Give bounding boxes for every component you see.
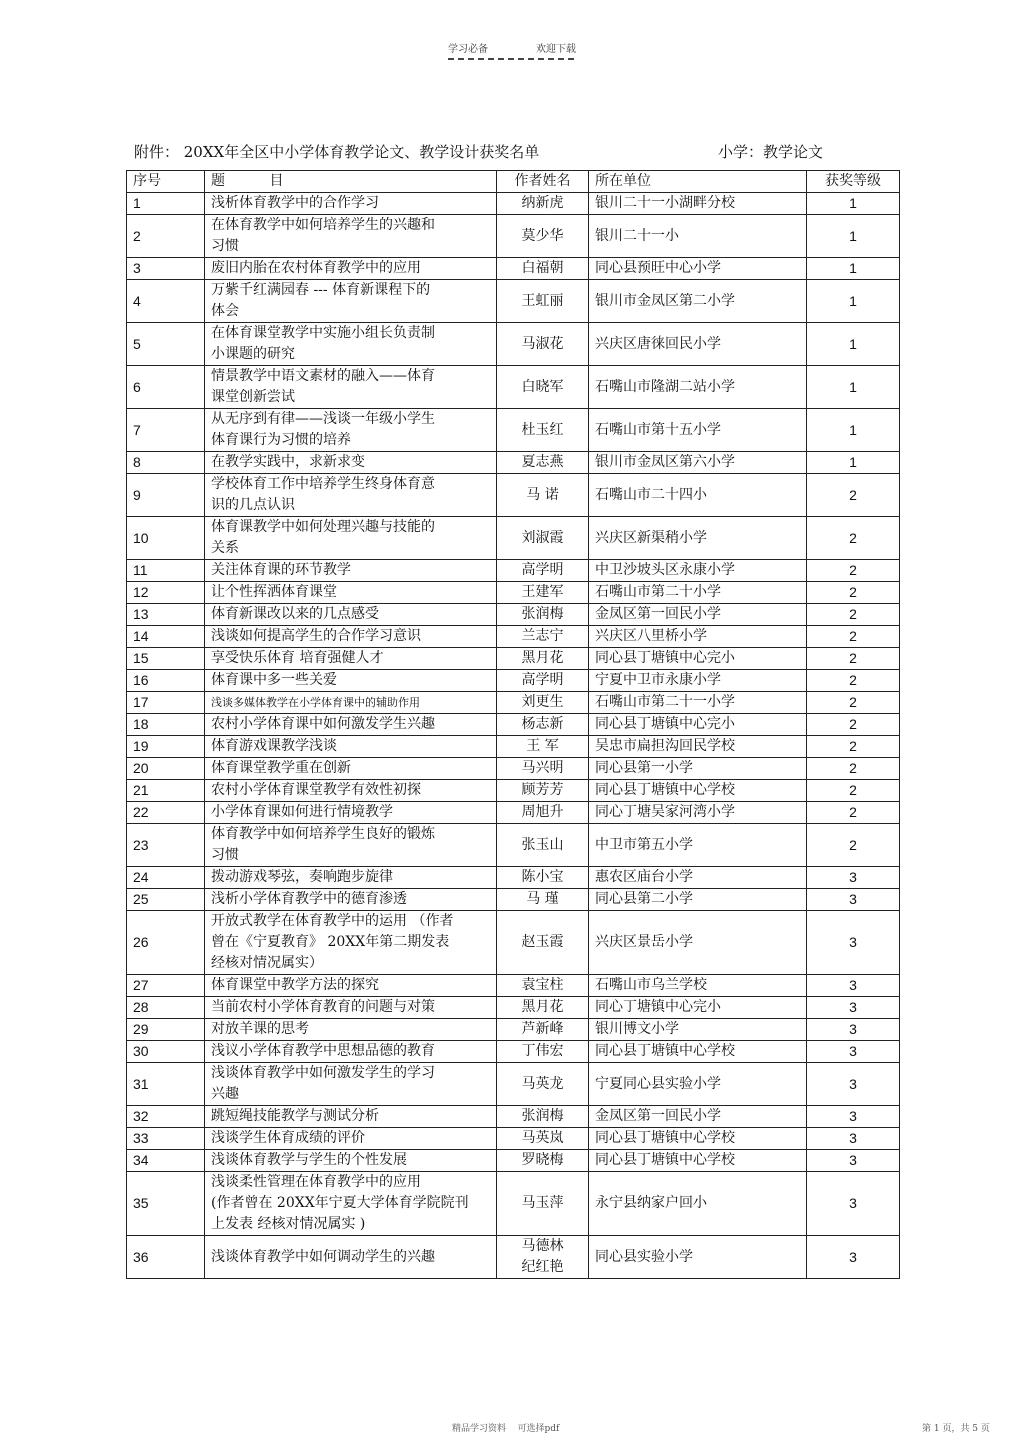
col-header-author: 作者姓名: [497, 171, 589, 193]
row-unit: 同心县丁塘镇中心学校: [589, 780, 807, 802]
row-topic: 开放式教学在体育教学中的运用 （作者 曾在《宁夏教育》 20XX年第二期发表 经核对情况属实）: [205, 911, 497, 975]
table-row: [127, 997, 900, 1019]
row-level: 3: [807, 889, 900, 911]
row-level: 2: [807, 758, 900, 780]
footer-text: 精品学习资料 可选择pdf: [452, 1424, 560, 1434]
row-unit: 中卫沙坡头区永康小学: [589, 560, 807, 582]
row-number: 8: [127, 452, 205, 474]
row-topic: 浅析体育教学中的合作学习: [205, 193, 497, 215]
row-author: 陈小宝: [497, 867, 589, 889]
table-row: [127, 604, 900, 626]
row-author: 莫少华: [497, 215, 589, 258]
row-level: 2: [807, 670, 900, 692]
row-unit: 宁夏同心县实验小学: [589, 1063, 807, 1106]
row-number: 22: [127, 802, 205, 824]
table-row: [127, 1128, 900, 1150]
row-level: 3: [807, 997, 900, 1019]
document-title: [134, 141, 834, 163]
row-unit: 银川市金凤区第六小学: [589, 452, 807, 474]
row-topic: 在教学实践中，求新求变: [205, 452, 497, 474]
header-divider: [448, 58, 574, 60]
table-row: [127, 258, 900, 280]
row-level: 2: [807, 824, 900, 867]
row-topic: 农村小学体育课中如何激发学生兴趣: [205, 714, 497, 736]
row-level: 3: [807, 1063, 900, 1106]
row-unit: 石嘴山市隆湖二站小学: [589, 366, 807, 409]
table-row: [127, 1236, 900, 1279]
row-level: 2: [807, 692, 900, 714]
row-unit: 兴庆区景岳小学: [589, 911, 807, 975]
row-topic: 享受快乐体育 培育强健人才: [205, 648, 497, 670]
row-unit: 银川二十一小: [589, 215, 807, 258]
row-author: 黑月花: [497, 648, 589, 670]
row-level: 2: [807, 517, 900, 560]
row-number: 25: [127, 889, 205, 911]
row-author: 张润梅: [497, 604, 589, 626]
row-level: 3: [807, 1150, 900, 1172]
row-level: 3: [807, 1236, 900, 1279]
table-row: [127, 780, 900, 802]
table-row: [127, 889, 900, 911]
row-topic: 从无序到有律——浅谈一年级小学生 体育课行为习惯的培养: [205, 409, 497, 452]
row-number: 5: [127, 323, 205, 366]
row-author: 王 军: [497, 736, 589, 758]
row-unit: 吴忠市扁担沟回民学校: [589, 736, 807, 758]
row-topic: 跳短绳技能教学与测试分析: [205, 1106, 497, 1128]
row-topic: 体育课中多一些关爱: [205, 670, 497, 692]
row-author: 兰志宁: [497, 626, 589, 648]
header-left-text: 学习必备: [448, 44, 488, 55]
row-level: 2: [807, 604, 900, 626]
row-topic: 浅谈学生体育成绩的评价: [205, 1128, 497, 1150]
row-level: 1: [807, 215, 900, 258]
table-header-row: [127, 171, 900, 193]
row-topic: 小学体育课如何进行情境教学: [205, 802, 497, 824]
row-topic: 体育教学中如何培养学生良好的锻炼 习惯: [205, 824, 497, 867]
row-number: 36: [127, 1236, 205, 1279]
table-row: [127, 802, 900, 824]
row-author: 顾芳芳: [497, 780, 589, 802]
row-number: 12: [127, 582, 205, 604]
table-row: [127, 670, 900, 692]
row-unit: 石嘴山市第十五小学: [589, 409, 807, 452]
table-row: [127, 323, 900, 366]
row-unit: 同心县丁塘镇中心学校: [589, 1128, 807, 1150]
row-number: 30: [127, 1041, 205, 1063]
row-topic: 浅谈如何提高学生的合作学习意识: [205, 626, 497, 648]
table-row: [127, 714, 900, 736]
row-unit: 中卫市第五小学: [589, 824, 807, 867]
row-topic: 学校体育工作中培养学生终身体育意 识的几点认识: [205, 474, 497, 517]
row-unit: 金凤区第一回民小学: [589, 1106, 807, 1128]
row-author: 赵玉霞: [497, 911, 589, 975]
row-number: 20: [127, 758, 205, 780]
row-author: 罗晓梅: [497, 1150, 589, 1172]
row-unit: 石嘴山市乌兰学校: [589, 975, 807, 997]
row-topic: 体育游戏课教学浅谈: [205, 736, 497, 758]
row-level: 2: [807, 474, 900, 517]
row-level: 2: [807, 736, 900, 758]
row-unit: 惠农区庙台小学: [589, 867, 807, 889]
row-topic: 对放羊课的思考: [205, 1019, 497, 1041]
row-topic: 浅谈体育教学中如何调动学生的兴趣: [205, 1236, 497, 1279]
row-number: 28: [127, 997, 205, 1019]
table-row: [127, 560, 900, 582]
row-author: 芦新峰: [497, 1019, 589, 1041]
row-author: 白福朝: [497, 258, 589, 280]
row-topic: 体育课堂中教学方法的探究: [205, 975, 497, 997]
row-author: 丁伟宏: [497, 1041, 589, 1063]
row-unit: 石嘴山市二十四小: [589, 474, 807, 517]
row-topic: 拨动游戏琴弦，奏响跑步旋律: [205, 867, 497, 889]
row-number: 10: [127, 517, 205, 560]
row-level: 3: [807, 1128, 900, 1150]
title-category: 小学：教学论文: [718, 143, 824, 161]
row-number: 9: [127, 474, 205, 517]
row-number: 23: [127, 824, 205, 867]
row-topic: 农村小学体育课堂教学有效性初探: [205, 780, 497, 802]
row-number: 16: [127, 670, 205, 692]
row-number: 26: [127, 911, 205, 975]
row-number: 2: [127, 215, 205, 258]
row-number: 31: [127, 1063, 205, 1106]
row-unit: 宁夏中卫市永康小学: [589, 670, 807, 692]
row-unit: 银川二十一小湖畔分校: [589, 193, 807, 215]
row-unit: 同心县丁塘镇中心完小: [589, 648, 807, 670]
table-row: [127, 474, 900, 517]
table-row: [127, 975, 900, 997]
page-header: [448, 40, 576, 55]
row-author: 马兴明: [497, 758, 589, 780]
row-topic: 浅议小学体育教学中思想品德的教育: [205, 1041, 497, 1063]
table-row: [127, 582, 900, 604]
row-level: 1: [807, 280, 900, 323]
table-row: [127, 280, 900, 323]
row-author: 高学明: [497, 560, 589, 582]
row-number: 24: [127, 867, 205, 889]
row-number: 27: [127, 975, 205, 997]
row-topic: 浅谈多媒体教学在小学体育课中的辅助作用: [205, 692, 497, 714]
table-row: [127, 648, 900, 670]
row-number: 14: [127, 626, 205, 648]
row-level: 1: [807, 366, 900, 409]
row-number: 29: [127, 1019, 205, 1041]
col-header-unit: 所在单位: [589, 171, 807, 193]
row-level: 3: [807, 911, 900, 975]
row-level: 2: [807, 714, 900, 736]
row-number: 21: [127, 780, 205, 802]
table-row: [127, 193, 900, 215]
row-topic: 体育课教学中如何处理兴趣与技能的 关系: [205, 517, 497, 560]
table-row: [127, 911, 900, 975]
row-topic: 体育课堂教学重在创新: [205, 758, 497, 780]
row-level: 2: [807, 648, 900, 670]
row-unit: 同心县丁塘镇中心学校: [589, 1041, 807, 1063]
row-level: 1: [807, 452, 900, 474]
row-unit: 银川博文小学: [589, 1019, 807, 1041]
row-author: 高学明: [497, 670, 589, 692]
row-unit: 同心县丁塘镇中心完小: [589, 714, 807, 736]
title-main: 附件： 20XX年全区中小学体育教学论文、教学设计获奖名单: [134, 143, 540, 161]
row-number: 18: [127, 714, 205, 736]
row-unit: 同心县第一小学: [589, 758, 807, 780]
row-author: 马英岚: [497, 1128, 589, 1150]
row-number: 3: [127, 258, 205, 280]
row-author: 黑月花: [497, 997, 589, 1019]
row-topic: 在体育教学中如何培养学生的兴趣和 习惯: [205, 215, 497, 258]
col-header-no: 序号: [127, 171, 205, 193]
row-number: 19: [127, 736, 205, 758]
row-author: 马 瑾: [497, 889, 589, 911]
row-author: 刘更生: [497, 692, 589, 714]
row-number: 4: [127, 280, 205, 323]
row-topic: 浅谈柔性管理在体育教学中的应用 (作者曾在 20XX年宁夏大学体育学院院刊 上发表 经核对情况属实 ): [205, 1172, 497, 1236]
row-unit: 同心县预旺中心小学: [589, 258, 807, 280]
table-row: [127, 824, 900, 867]
row-topic: 关注体育课的环节教学: [205, 560, 497, 582]
row-level: 2: [807, 560, 900, 582]
row-author: 杨志新: [497, 714, 589, 736]
row-level: 1: [807, 193, 900, 215]
row-level: 3: [807, 1172, 900, 1236]
table-row: [127, 1172, 900, 1236]
row-number: 1: [127, 193, 205, 215]
row-author: 杜玉红: [497, 409, 589, 452]
row-author: 马 诺: [497, 474, 589, 517]
table-row: [127, 692, 900, 714]
table-row: [127, 366, 900, 409]
row-topic: 当前农村小学体育教育的问题与对策: [205, 997, 497, 1019]
row-author: 马玉萍: [497, 1172, 589, 1236]
table-row: [127, 758, 900, 780]
row-level: 1: [807, 258, 900, 280]
row-unit: 石嘴山市第二十一小学: [589, 692, 807, 714]
row-level: 1: [807, 323, 900, 366]
row-number: 17: [127, 692, 205, 714]
row-level: 3: [807, 1041, 900, 1063]
row-author: 刘淑霞: [497, 517, 589, 560]
row-topic: 在体育课堂教学中实施小组长负责制 小课题的研究: [205, 323, 497, 366]
row-unit: 兴庆区唐徕回民小学: [589, 323, 807, 366]
row-level: 3: [807, 1106, 900, 1128]
col-header-level: 获奖等级: [807, 171, 900, 193]
table-row: [127, 1150, 900, 1172]
row-number: 15: [127, 648, 205, 670]
row-author: 张玉山: [497, 824, 589, 867]
row-level: 2: [807, 780, 900, 802]
row-number: 11: [127, 560, 205, 582]
table-row: [127, 1106, 900, 1128]
row-topic: 废旧内胎在农村体育教学中的应用: [205, 258, 497, 280]
table-row: [127, 215, 900, 258]
col-header-topic: 题 目: [205, 171, 497, 193]
row-unit: 银川市金凤区第二小学: [589, 280, 807, 323]
row-topic: 浅析小学体育教学中的德育渗透: [205, 889, 497, 911]
row-author: 马德林 纪红艳: [497, 1236, 589, 1279]
table-row: [127, 736, 900, 758]
table-row: [127, 1019, 900, 1041]
row-author: 张润梅: [497, 1106, 589, 1128]
header-right-text: 欢迎下载: [536, 44, 576, 55]
row-unit: 石嘴山市第二十小学: [589, 582, 807, 604]
row-topic: 浅谈体育教学与学生的个性发展: [205, 1150, 497, 1172]
row-author: 白晓军: [497, 366, 589, 409]
row-number: 34: [127, 1150, 205, 1172]
row-level: 3: [807, 975, 900, 997]
row-author: 袁宝柱: [497, 975, 589, 997]
row-author: 纳新虎: [497, 193, 589, 215]
row-unit: 兴庆区新渠稍小学: [589, 517, 807, 560]
row-number: 32: [127, 1106, 205, 1128]
row-unit: 同心丁塘吴家河湾小学: [589, 802, 807, 824]
row-level: 2: [807, 802, 900, 824]
row-author: 王建军: [497, 582, 589, 604]
row-topic: 浅谈体育教学中如何激发学生的学习 兴趣: [205, 1063, 497, 1106]
row-number: 35: [127, 1172, 205, 1236]
row-author: 马淑花: [497, 323, 589, 366]
row-level: 3: [807, 1019, 900, 1041]
row-topic: 情景教学中语文素材的融入——体育 课堂创新尝试: [205, 366, 497, 409]
row-unit: 兴庆区八里桥小学: [589, 626, 807, 648]
row-author: 马英龙: [497, 1063, 589, 1106]
table-row: [127, 452, 900, 474]
row-level: 2: [807, 626, 900, 648]
row-level: 1: [807, 409, 900, 452]
table-row: [127, 1041, 900, 1063]
row-unit: 同心县丁塘镇中心学校: [589, 1150, 807, 1172]
table-row: [127, 409, 900, 452]
table-row: [127, 517, 900, 560]
row-unit: 同心丁塘镇中心完小: [589, 997, 807, 1019]
row-number: 6: [127, 366, 205, 409]
page-number: 第 1 页，共 5 页: [922, 1424, 990, 1434]
row-number: 7: [127, 409, 205, 452]
row-level: 2: [807, 582, 900, 604]
table-row: [127, 1063, 900, 1106]
row-unit: 同心县第二小学: [589, 889, 807, 911]
row-unit: 同心县实验小学: [589, 1236, 807, 1279]
row-number: 33: [127, 1128, 205, 1150]
row-author: 王虹丽: [497, 280, 589, 323]
row-topic: 万紫千红满园春 --- 体育新课程下的 体会: [205, 280, 497, 323]
row-topic: 让个性挥洒体育课堂: [205, 582, 497, 604]
row-number: 13: [127, 604, 205, 626]
table-row: [127, 626, 900, 648]
row-level: 3: [807, 867, 900, 889]
row-unit: 金凤区第一回民小学: [589, 604, 807, 626]
row-author: 夏志燕: [497, 452, 589, 474]
row-unit: 永宁县纳家户回小: [589, 1172, 807, 1236]
row-topic: 体育新课改以来的几点感受: [205, 604, 497, 626]
award-table: [126, 170, 900, 1279]
row-author: 周旭升: [497, 802, 589, 824]
table-row: [127, 867, 900, 889]
